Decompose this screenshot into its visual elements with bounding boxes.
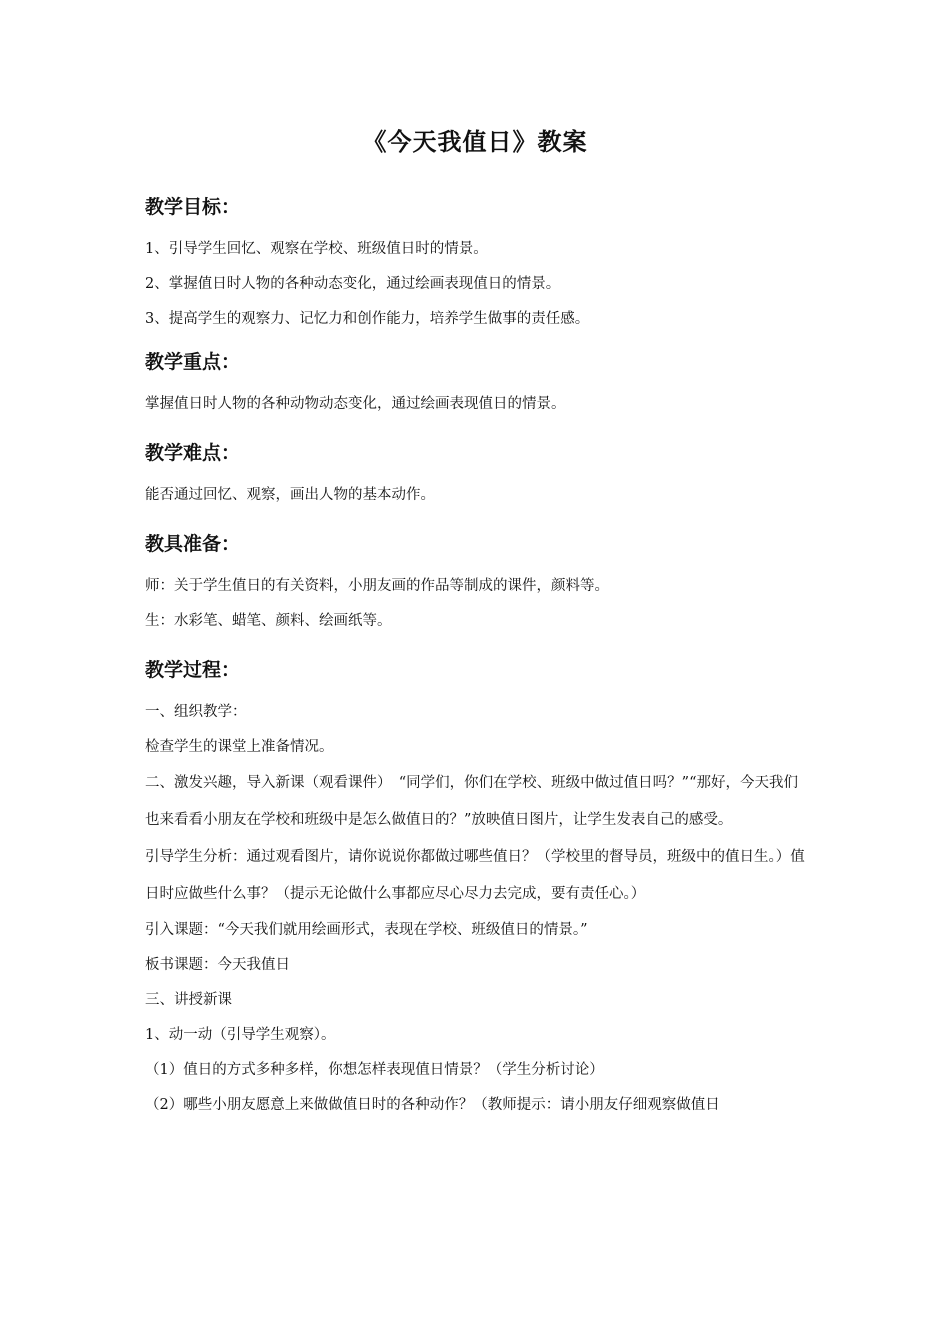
materials-item: 师：关于学生值日的有关资料，小朋友画的作品等制成的课件，颜料等。: [145, 578, 609, 594]
difficulty-text: 能否通过回忆、观察，画出人物的基本动作。: [145, 487, 435, 503]
process-item: 三、讲授新课: [145, 992, 232, 1008]
section-heading-materials: 教具准备：: [145, 533, 241, 555]
process-item: 1、动一动（引导学生观察）。: [145, 1027, 336, 1043]
process-item: （1）值日的方式多种多样，你想怎样表现值日情景？（学生分析讨论）: [145, 1062, 604, 1078]
process-item: 引导学生分析：通过观看图片，请你说说你都做过哪些值日？（学校里的督导员，班级中的值日生。）值日时应做些什么事？（提示无论做什么事都应尽心尽力去完成，要有责任心。）: [145, 849, 805, 902]
goal-item: 3、提高学生的观察力、记忆力和创作能力，培养学生做事的责任感。: [145, 311, 590, 327]
section-heading-keypoint: 教学重点：: [145, 351, 241, 373]
document-title: 《今天我值日》教案: [362, 127, 588, 156]
goal-item: 1、引导学生回忆、观察在学校、班级值日时的情景。: [145, 241, 488, 257]
goal-item: 2、掌握值日时人物的各种动态变化，通过绘画表现值日的情景。: [145, 276, 561, 292]
process-item: 板书课题：今天我值日: [145, 957, 290, 973]
materials-item: 生：水彩笔、蜡笔、颜料、绘画纸等。: [145, 613, 392, 629]
keypoint-text: 掌握值日时人物的各种动物动态变化，通过绘画表现值日的情景。: [145, 396, 566, 412]
section-heading-goals: 教学目标：: [145, 196, 241, 218]
process-item: 二、激发兴趣，导入新课（观看课件） “同学们，你们在学校、班级中做过值日吗？”“那好，今天我们也来看看小朋友在学校和班级中是怎么做值日的？”放映值日图片，让学生发表自己的感受。: [145, 775, 798, 828]
process-item: （2）哪些小朋友愿意上来做做值日时的各种动作？（教师提示：请小朋友仔细观察做值日: [145, 1097, 720, 1113]
section-heading-difficulty: 教学难点：: [145, 442, 241, 464]
process-item: 检查学生的课堂上准备情况。: [145, 739, 334, 755]
section-heading-process: 教学过程：: [145, 659, 241, 681]
process-item: 一、组织教学：: [145, 704, 247, 720]
process-item: 引入课题：“今天我们就用绘画形式，表现在学校、班级值日的情景。”: [145, 922, 588, 938]
document-body: [145, 190, 810, 1123]
